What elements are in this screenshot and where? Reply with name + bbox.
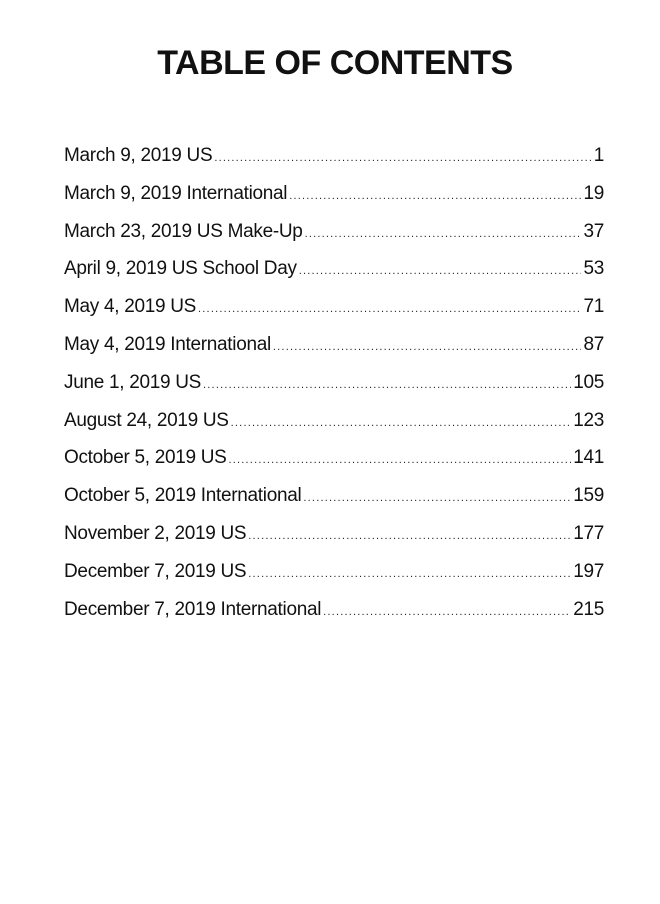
dot-leader <box>289 178 581 216</box>
toc-entry-label: October 5, 2019 International <box>64 485 302 507</box>
toc-entry[interactable] <box>64 326 604 364</box>
toc-entry-label: March 9, 2019 US <box>64 145 213 166</box>
dot-leader <box>303 480 571 518</box>
toc-entry[interactable] <box>64 213 604 251</box>
toc-entry-page: 159 <box>573 485 604 507</box>
dot-leader <box>231 405 572 443</box>
dot-leader <box>273 329 582 367</box>
toc-entry-page: 141 <box>573 447 604 469</box>
toc-entry-label: May 4, 2019 US <box>64 296 197 318</box>
toc-entry-page: 87 <box>583 333 604 355</box>
toc-entry[interactable] <box>64 175 604 213</box>
dot-leader <box>248 518 571 556</box>
toc-entry-page: 177 <box>573 522 604 544</box>
toc-entry[interactable] <box>64 515 604 553</box>
dot-leader <box>214 140 591 178</box>
toc-entry-label: December 7, 2019 International <box>64 598 322 620</box>
toc-entry-label: March 9, 2019 International <box>64 182 288 204</box>
toc-entry[interactable] <box>64 402 604 440</box>
toc-entry[interactable] <box>64 250 604 288</box>
toc-entry[interactable] <box>64 477 604 515</box>
toc-entry-label: April 9, 2019 US School Day <box>64 258 297 280</box>
toc-entry-page: 53 <box>583 258 604 280</box>
toc-entry-label: March 23, 2019 US Make-Up <box>64 220 303 242</box>
toc-entry-label: May 4, 2019 International <box>64 333 271 355</box>
toc-entry[interactable] <box>64 137 604 175</box>
dot-leader <box>198 291 581 329</box>
toc-entry[interactable] <box>64 591 604 629</box>
dot-leader <box>323 594 571 632</box>
toc-entry[interactable] <box>64 364 604 402</box>
page-title: TABLE OF CONTENTS <box>157 44 513 82</box>
dot-leader <box>299 253 582 291</box>
toc-entry[interactable] <box>64 553 604 591</box>
dot-leader <box>305 216 582 254</box>
toc-entry-label: October 5, 2019 US <box>64 447 227 469</box>
toc-entry-page: 123 <box>573 409 604 431</box>
dot-leader <box>229 442 572 480</box>
toc-entry-label: August 24, 2019 US <box>64 409 229 431</box>
toc-entry-page: 1 <box>593 145 604 166</box>
toc-entry-label: November 2, 2019 US <box>64 522 247 544</box>
dot-leader <box>248 556 571 594</box>
toc-entry-page: 71 <box>583 296 604 318</box>
toc-entry-page: 105 <box>573 371 604 393</box>
toc-entry-label: December 7, 2019 US <box>64 560 247 582</box>
toc-entry[interactable] <box>64 439 604 477</box>
dot-leader <box>203 367 571 405</box>
toc-list <box>64 137 604 628</box>
toc-entry-page: 37 <box>583 220 604 242</box>
toc-entry-page: 215 <box>573 598 604 620</box>
toc-entry-label: June 1, 2019 US <box>64 371 202 393</box>
toc-entry[interactable] <box>64 288 604 326</box>
toc-entry-page: 197 <box>573 560 604 582</box>
toc-entry-page: 19 <box>583 182 604 204</box>
